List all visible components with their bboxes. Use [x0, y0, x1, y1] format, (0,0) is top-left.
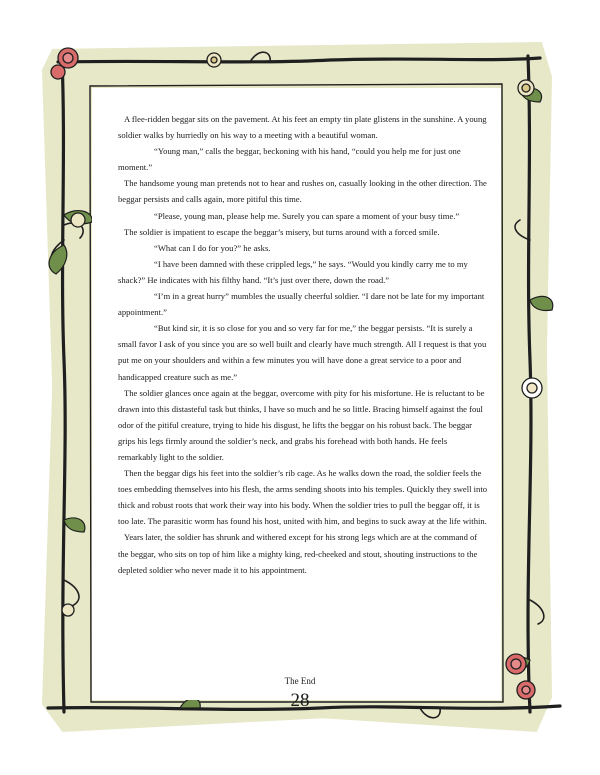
rose-left — [71, 213, 85, 227]
paragraph: The handsome young man pretends not to hear and rushes on, casually looking in the other direction. The beggar persists and calls again, more pitiful this time. — [118, 178, 487, 205]
paragraph: “I have been damned with these crippled legs,” he says. “Would you kindly carry me to my shack?” He indicates with his filthy hand. “It’s just over there, down the road.” — [118, 258, 468, 285]
page-number: 28 — [290, 690, 310, 711]
paragraph: “Please, young man, please help me. Surely you can spare a moment of your busy time.” — [154, 210, 460, 221]
paragraph: “Young man,” calls the beggar, beckoning with his hand, “could you help me for just one moment.” — [118, 146, 461, 173]
the-end-label: The End — [284, 676, 316, 686]
rose-bottom-left — [62, 604, 74, 616]
paragraph: Years later, the soldier has shrunk and withered except for his strong legs which are at the command of the beggar, who sits on top of him like a mighty king, red-cheeked and stout, shouting instructions to the depleted soldier who never made it to his appointment. — [118, 532, 478, 575]
paragraph: The soldier is impatient to escape the beggar’s misery, but turns around with a forced smile. — [124, 226, 440, 237]
rose-top-middle — [207, 53, 221, 67]
paragraph: “But kind sir, it is so close for you and so very far for me,” the beggar persists. “It is surely a small favor I ask of you since you are so well built and clearly have much strength. All I request is that you put me on your shoulders and within a few minutes you will have done a great service to a poor and handicapped creature such as me.” — [118, 323, 487, 382]
paragraph: Then the beggar digs his feet into the soldier’s rib cage. As he walks down the road, the soldier feels the toes embedding themselves into his flesh, the arms sending shoots into his temples. Quickly they swell into thick and robust roots that work their way into his body. When the soldier tries to pull the beggar off, it is too late. The parasitic worm has found his host, united with him, and begins to suck away at the life within. — [118, 468, 488, 527]
rose-right — [522, 378, 542, 398]
paragraph: The soldier glances once again at the beggar, overcome with pity for his misfortune. He is reluctant to be drawn into this distasteful task but thinks, I have so much and he so little. Bracing himself against the foul odor of the pitiful creature, trying to hide his disgust, he lifts the beggar on his robust back. The beggar grips his legs firmly around the soldier’s neck, and grabs his forehead with both hands. He feels remarkably light to the soldier. — [118, 387, 485, 462]
paragraph: “What can I do for you?” he asks. — [154, 242, 271, 253]
paragraph: “I’m in a great hurry” mumbles the usually cheerful soldier. “I dare not be late for my important appointment.” — [118, 291, 485, 318]
paragraph: A flee-ridden beggar sits on the pavement. At his feet an empty tin plate glistens in the sunshine. A young soldier walks by hurriedly on his way to a meeting with a beautiful woman. — [118, 114, 487, 141]
top-vine — [58, 58, 540, 62]
rose-top-right — [518, 80, 534, 96]
rose-top-left — [51, 48, 78, 79]
story-text — [118, 111, 488, 578]
